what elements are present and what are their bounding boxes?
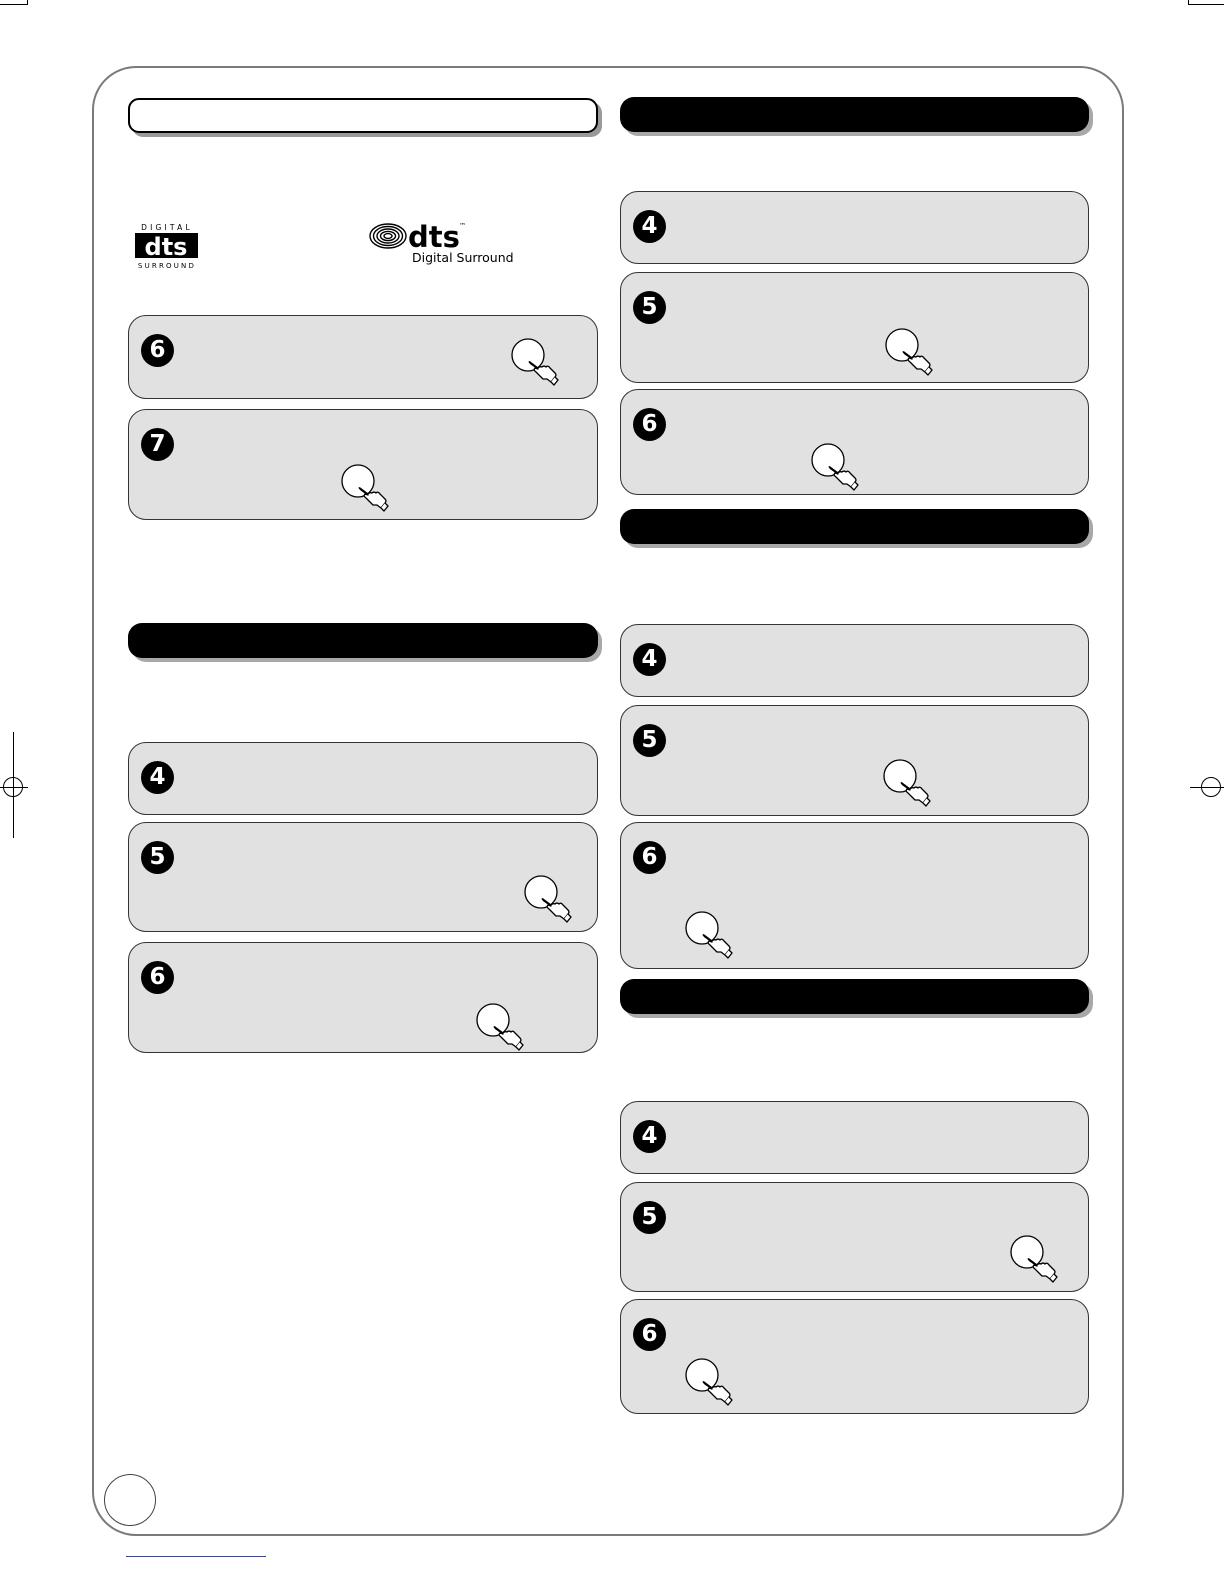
step-box bbox=[128, 942, 598, 1053]
clipped-intro-text bbox=[128, 660, 598, 668]
step-box bbox=[620, 272, 1089, 383]
step-box bbox=[620, 1101, 1089, 1174]
step-box bbox=[620, 389, 1089, 495]
step-box bbox=[620, 1182, 1089, 1292]
footer-link-underline[interactable] bbox=[126, 1556, 266, 1557]
press-button-icon[interactable] bbox=[476, 1003, 536, 1053]
step-number-badge: 5 bbox=[633, 724, 666, 757]
step-box bbox=[128, 742, 598, 815]
press-button-icon[interactable] bbox=[524, 875, 584, 925]
step-number-badge: 5 bbox=[141, 841, 174, 874]
step-box bbox=[128, 822, 598, 932]
step-number-badge: 4 bbox=[141, 761, 174, 794]
step-box bbox=[620, 624, 1089, 697]
registration-mark bbox=[1201, 777, 1221, 797]
logo-text-digital: DIGITAL bbox=[141, 223, 193, 232]
step-number-badge: 4 bbox=[633, 643, 666, 676]
section-header-black bbox=[620, 979, 1089, 1014]
page-number-circle bbox=[104, 1474, 156, 1526]
step-number-badge: 4 bbox=[633, 210, 666, 243]
section-header-black bbox=[620, 97, 1089, 132]
press-button-icon[interactable] bbox=[685, 1358, 745, 1408]
section-header-black bbox=[620, 509, 1089, 544]
press-button-icon[interactable] bbox=[883, 759, 943, 809]
logo-text-surround: SURROUND bbox=[137, 262, 197, 270]
step-number-badge: 4 bbox=[633, 1120, 666, 1153]
logo-text-dts: dts bbox=[144, 233, 188, 261]
step-number-badge: 6 bbox=[633, 408, 666, 441]
press-button-icon[interactable] bbox=[885, 328, 945, 378]
section-header-white bbox=[128, 98, 598, 133]
crop-mark bbox=[1188, 4, 1224, 5]
logo-text-digital-surround: Digital Surround bbox=[412, 250, 514, 265]
step-number-badge: 6 bbox=[141, 961, 174, 994]
press-button-icon[interactable] bbox=[685, 911, 745, 961]
step-box bbox=[620, 191, 1089, 264]
step-number-badge: 7 bbox=[141, 428, 174, 461]
step-number-badge: 6 bbox=[141, 334, 174, 367]
step-number-badge: 5 bbox=[633, 1201, 666, 1234]
step-box bbox=[620, 822, 1089, 969]
press-button-icon[interactable] bbox=[811, 443, 871, 493]
step-box bbox=[620, 705, 1089, 816]
logo-trademark: ™ bbox=[459, 222, 466, 230]
section-header-black bbox=[128, 623, 598, 658]
step-number-badge: 5 bbox=[633, 291, 666, 324]
step-number-badge: 6 bbox=[633, 841, 666, 874]
step-box bbox=[128, 315, 598, 399]
crop-mark bbox=[0, 4, 28, 5]
step-box bbox=[128, 409, 598, 520]
registration-mark bbox=[3, 777, 23, 797]
step-box bbox=[620, 1299, 1089, 1414]
step-number-badge: 6 bbox=[633, 1318, 666, 1351]
press-button-icon[interactable] bbox=[1010, 1235, 1070, 1285]
press-button-icon[interactable] bbox=[341, 464, 401, 514]
dts-wordmark-logo bbox=[368, 220, 514, 266]
press-button-icon[interactable] bbox=[511, 338, 571, 388]
logo-text-dts: dts bbox=[408, 220, 460, 254]
dts-digital-surround-logo bbox=[134, 222, 200, 270]
